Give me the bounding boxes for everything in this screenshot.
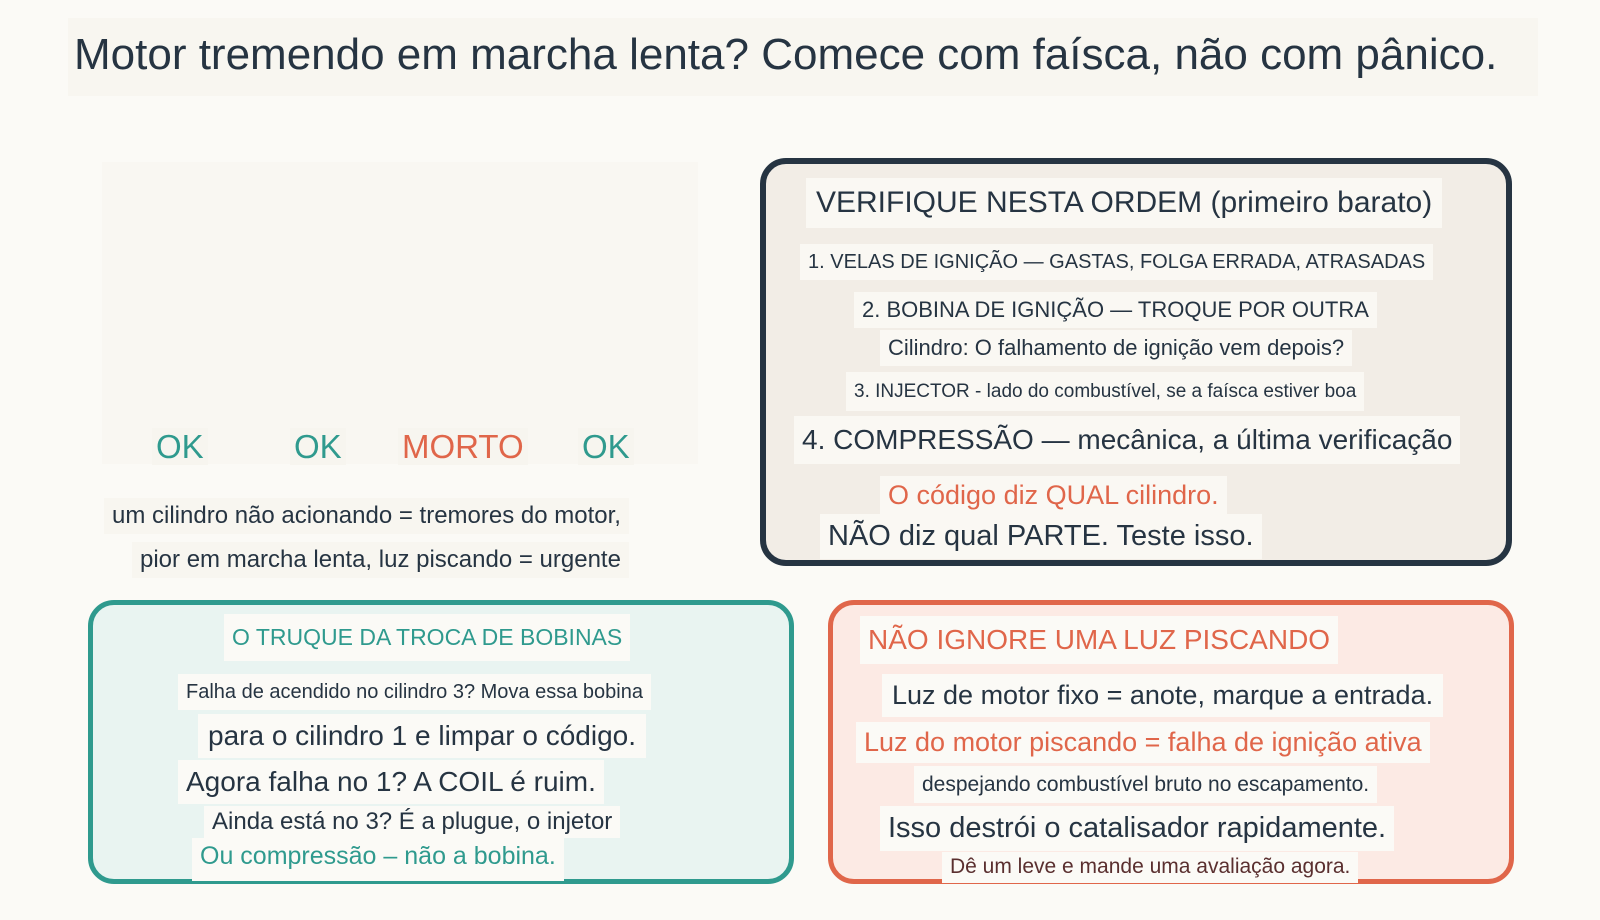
flashing-light-line2: Luz do motor piscando = falha de ignição ativa bbox=[856, 722, 1430, 763]
cylinder-status-panel bbox=[102, 162, 698, 464]
coil-swap-line1: Falha de acendido no cilindro 3? Mova essa bobina bbox=[178, 674, 651, 710]
cylinder-1-status: OK bbox=[152, 428, 208, 465]
flashing-light-title: NÃO IGNORE UMA LUZ PISCANDO bbox=[860, 616, 1338, 664]
check-step-2-note: Cilindro: O falhamento de ignição vem depois? bbox=[880, 330, 1352, 366]
cylinder-2-status: OK bbox=[290, 428, 346, 465]
cylinder-4-status: OK bbox=[578, 428, 634, 465]
code-note-line1: O código diz QUAL cilindro. bbox=[880, 476, 1227, 515]
flashing-light-line3: despejando combustível bruto no escapamento. bbox=[914, 766, 1377, 803]
misfire-caption-line2: pior em marcha lenta, luz piscando = urgente bbox=[132, 542, 629, 578]
page-title: Motor tremendo em marcha lenta? Comece com faísca, não com pânico. bbox=[74, 30, 1498, 79]
code-note-line2: NÃO diz qual PARTE. Teste isso. bbox=[820, 514, 1262, 559]
check-order-title: VERIFIQUE NESTA ORDEM (primeiro barato) bbox=[806, 178, 1442, 228]
check-step-1: 1. VELAS DE IGNIÇÃO — GASTAS, FOLGA ERRADA, ATRASADAS bbox=[800, 244, 1433, 280]
misfire-caption-line1: um cilindro não acionando = tremores do motor, bbox=[104, 498, 629, 534]
cylinder-3-status: MORTO bbox=[398, 428, 528, 465]
check-step-4: 4. COMPRESSÃO — mecânica, a última verificação bbox=[794, 416, 1460, 464]
flashing-light-line4: Isso destrói o catalisador rapidamente. bbox=[880, 806, 1394, 851]
coil-swap-line3: Agora falha no 1? A COIL é ruim. bbox=[178, 760, 604, 804]
coil-swap-line4: Ainda está no 3? É a plugue, o injetor bbox=[204, 806, 620, 838]
check-step-3: 3. INJECTOR - lado do combustível, se a faísca estiver boa bbox=[846, 372, 1364, 411]
coil-swap-title: O TRUQUE DA TROCA DE BOBINAS bbox=[224, 614, 630, 661]
flashing-light-line1: Luz de motor fixo = anote, marque a entrada. bbox=[882, 674, 1443, 717]
check-step-2: 2. BOBINA DE IGNIÇÃO — TROQUE POR OUTRA bbox=[854, 292, 1377, 328]
coil-swap-line5: Ou compressão – não a bobina. bbox=[192, 838, 564, 881]
coil-swap-line2: para o cilindro 1 e limpar o código. bbox=[198, 714, 646, 758]
flashing-light-line5: Dê um leve e mande uma avaliação agora. bbox=[942, 852, 1358, 883]
